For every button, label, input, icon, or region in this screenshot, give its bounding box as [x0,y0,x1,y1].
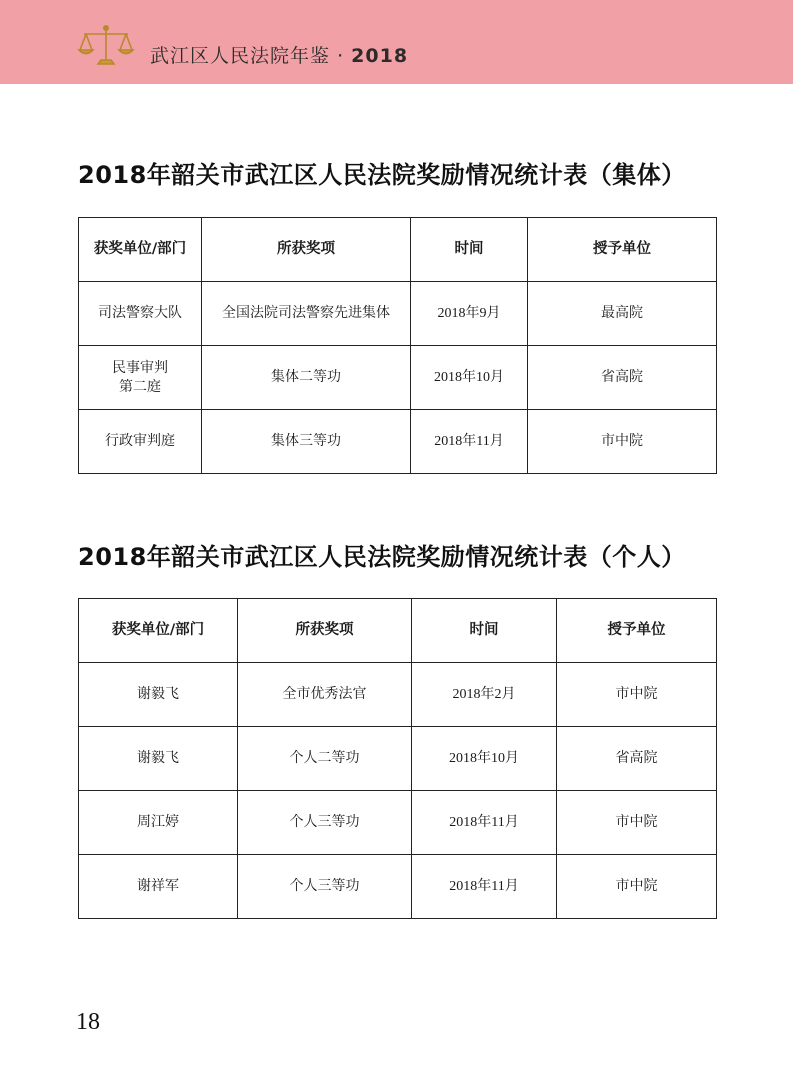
header-year: 2018 [351,45,409,67]
cell-time: 2018年9月 [411,282,528,346]
collective-table-title: 2018年韶关市武江区人民法院奖励情况统计表（集体） [78,161,686,189]
cell-unit: 谢祥军 [79,855,238,919]
table-row [79,855,717,919]
cell-time: 2018年2月 [412,663,557,727]
cell-grantor: 最高院 [528,282,717,346]
cell-unit: 谢毅飞 [79,663,238,727]
column-header-award: 所获奖项 [238,599,412,663]
table-row [79,346,717,410]
column-header-unit: 获奖单位/部门 [79,218,202,282]
table-header-row [79,218,717,282]
cell-time: 2018年10月 [411,346,528,410]
collective-table-body [79,282,717,474]
cell-unit: 行政审判庭 [79,410,202,474]
individual-awards-table [78,598,717,919]
cell-unit: 谢毅飞 [79,727,238,791]
cell-grantor: 市中院 [557,663,717,727]
table-row [79,791,717,855]
cell-award: 全国法院司法警察先进集体 [202,282,411,346]
table-row [79,727,717,791]
column-header-unit: 获奖单位/部门 [79,599,238,663]
cell-award: 集体三等功 [202,410,411,474]
scales-of-justice-icon [76,24,136,70]
table-header-row [79,599,717,663]
header-title-text: 武江区人民法院年鉴 [150,45,331,67]
cell-unit: 司法警察大队 [79,282,202,346]
cell-award: 全市优秀法官 [238,663,412,727]
column-header-time: 时间 [412,599,557,663]
cell-time: 2018年10月 [412,727,557,791]
cell-grantor: 市中院 [557,855,717,919]
header-separator: · [337,45,345,67]
table-row [79,663,717,727]
individual-table-title: 2018年韶关市武江区人民法院奖励情况统计表（个人） [78,543,686,571]
table-row [79,282,717,346]
column-header-grantor: 授予单位 [528,218,717,282]
cell-grantor: 省高院 [528,346,717,410]
cell-unit: 民事审判 第二庭 [79,346,202,410]
cell-award: 个人三等功 [238,791,412,855]
cell-time: 2018年11月 [411,410,528,474]
header-title [150,44,408,68]
cell-award: 集体二等功 [202,346,411,410]
column-header-grantor: 授予单位 [557,599,717,663]
page-number: 18 [76,1009,100,1035]
cell-unit: 周江婷 [79,791,238,855]
cell-time: 2018年11月 [412,855,557,919]
cell-award: 个人二等功 [238,727,412,791]
cell-grantor: 省高院 [557,727,717,791]
column-header-time: 时间 [411,218,528,282]
cell-time: 2018年11月 [412,791,557,855]
cell-grantor: 市中院 [557,791,717,855]
cell-grantor: 市中院 [528,410,717,474]
individual-table-body [79,663,717,919]
column-header-award: 所获奖项 [202,218,411,282]
collective-awards-table [78,217,717,474]
cell-award: 个人三等功 [238,855,412,919]
table-row [79,410,717,474]
